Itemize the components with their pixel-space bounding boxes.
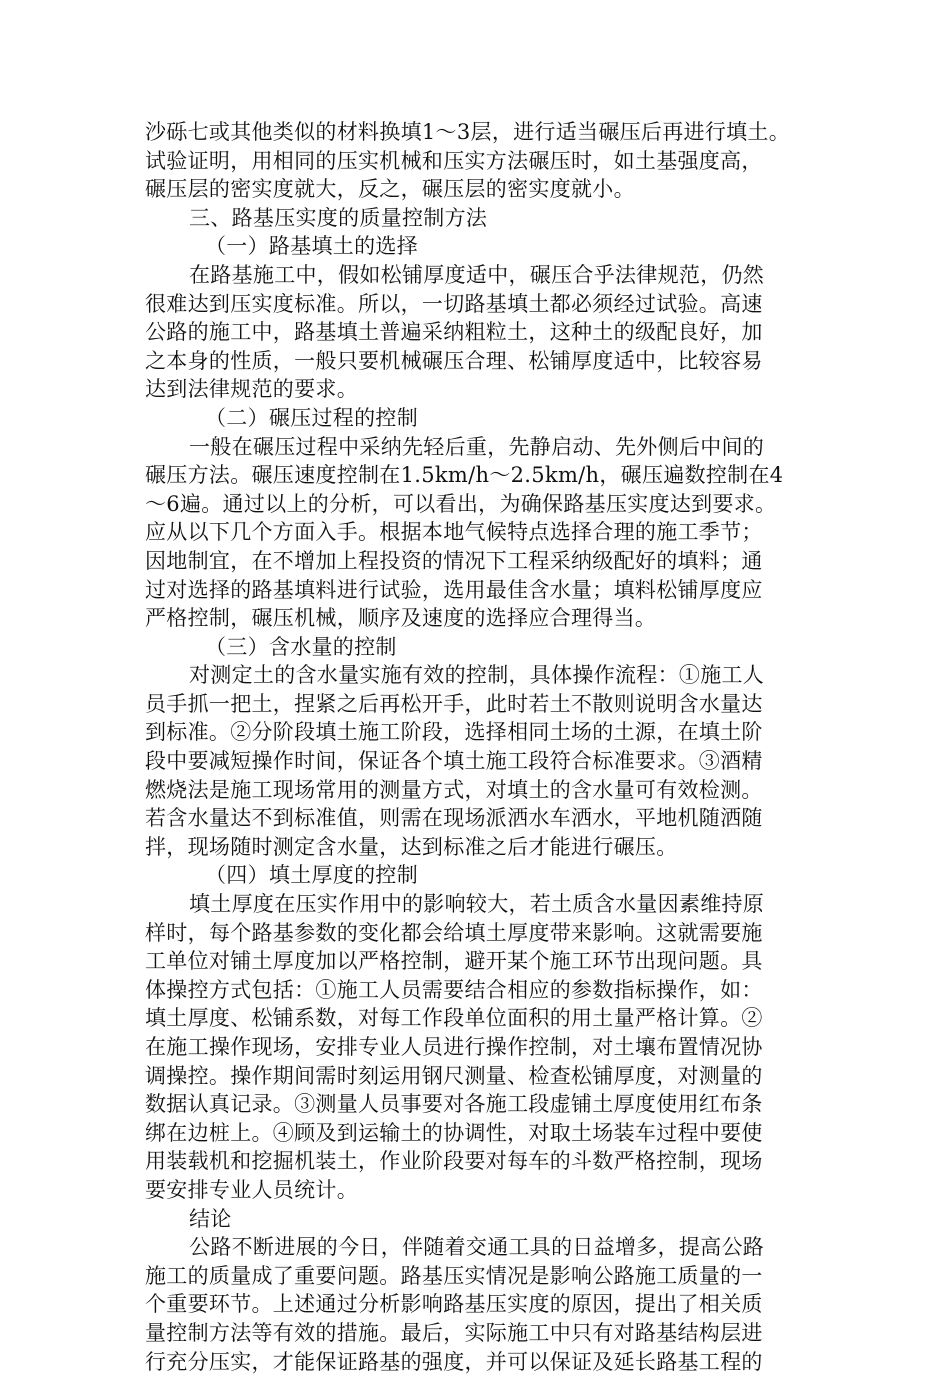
text-line: 在路基施工中，假如松铺厚度适中，碾压合乎法律规范，仍然	[189, 262, 765, 287]
text-line: 调操控。操作期间需时刻运用钢尺测量、检查松铺厚度，对测量的	[145, 1063, 763, 1088]
text-line: 数据认真记录。③测量人员事要对各施工段虚铺土厚度使用红布条	[145, 1092, 763, 1117]
text-line: 燃烧法是施工现场常用的测量方式，对填土的含水量可有效检测。	[145, 777, 763, 802]
text-line: 碾压方法。碾压速度控制在1.5km/h～2.5km/h，碾压遍数控制在4	[145, 463, 784, 488]
text-line: 试验证明，用相同的压实机械和压实方法碾压时，如土基强度高，	[145, 148, 763, 173]
text-line: 个重要环节。上述通过分析影响路基压实度的原因，提出了相关质	[145, 1292, 763, 1317]
text-line: 员手抓一把土，捏紧之后再松开手，此时若土不散则说明含水量达	[145, 691, 763, 716]
document-body	[145, 118, 807, 1376]
text-line: 工单位对铺土厚度加以严格控制，避开某个施工环节出现问题。具	[145, 949, 763, 974]
text-line: 应从以下几个方面入手。根据本地气候特点选择合理的施工季节；	[145, 520, 763, 545]
text-line: 填土厚度、松铺系数，对每工作段单位面积的用土量严格计算。②	[145, 1006, 763, 1031]
text-line: 到标准。②分阶段填土施工阶段，选择相同土场的土源，在填土阶	[145, 720, 763, 745]
text-line: 过对选择的路基填料进行试验，选用最佳含水量；填料松铺厚度应	[145, 577, 763, 602]
text-line: 样时，每个路基参数的变化都会给填土厚度带来影响。这就需要施	[145, 920, 763, 945]
text-line: 达到法律规范的要求。	[145, 377, 358, 402]
text-line: ～6遍。通过以上的分析，可以看出，为确保路基压实度达到要求。	[145, 491, 777, 516]
text-line: 填土厚度在压实作用中的影响较大，若土质含水量因素维持原	[189, 892, 765, 917]
text-line: 用装载机和挖掘机装土，作业阶段要对每车的斗数严格控制，现场	[145, 1149, 763, 1174]
text-line: 公路不断进展的今日，伴随着交通工具的日益增多，提高公路	[189, 1235, 765, 1260]
text-line: 要安排专业人员统计。	[145, 1177, 358, 1202]
text-line: 碾压层的密实度就大，反之，碾压层的密实度就小。	[145, 177, 635, 202]
text-line: 因地制宜，在不增加上程投资的情况下工程采纳级配好的填料；通	[145, 548, 763, 573]
text-line: 段中要减短操作时间，保证各个填土施工段符合标准要求。③酒精	[145, 749, 763, 774]
text-line: 若含水量达不到标准值，则需在现场派洒水车洒水，平地机随洒随	[145, 806, 763, 831]
text-line: 量控制方法等有效的措施。最后，实际施工中只有对路基结构层进	[145, 1320, 763, 1345]
subsection-heading: （四）填土厚度的控制	[205, 863, 418, 888]
subsection-heading: （一）路基填土的选择	[205, 234, 418, 259]
text-line: 公路的施工中，路基填土普遍采纳粗粒土，这种土的级配良好，加	[145, 320, 763, 345]
text-line: 拌，现场随时测定含水量，达到标准之后才能进行碾压。	[145, 834, 678, 859]
text-line: 行充分压实，才能保证路基的强度，并可以保证及延长路基工程的	[145, 1349, 763, 1374]
section-heading: 结论	[189, 1206, 232, 1231]
subsection-heading: （二）碾压过程的控制	[205, 405, 418, 430]
section-heading: 三、路基压实度的质量控制方法	[189, 205, 488, 230]
text-line: 体操控方式包括：①施工人员需要结合相应的参数指标操作，如：	[145, 977, 763, 1002]
text-line: 施工的质量成了重要问题。路基压实情况是影响公路施工质量的一	[145, 1263, 763, 1288]
text-line: 很难达到压实度标准。所以，一切路基填土都必须经过试验。高速	[145, 291, 763, 316]
text-line: 在施工操作现场，安排专业人员进行操作控制，对土壤布置情况协	[145, 1035, 763, 1059]
text-line: 绑在边桩上。④顾及到运输土的协调性，对取土场装车过程中要使	[145, 1120, 763, 1145]
subsection-heading: （三）含水量的控制	[205, 634, 397, 659]
text-line: 对测定土的含水量实施有效的控制，具体操作流程：①施工人	[189, 663, 765, 688]
text-line: 沙砾七或其他类似的材料换填1～3层，进行适当碾压后再进行填土。	[145, 120, 791, 144]
text-line: 之本身的性质，一般只要机械碾压合理、松铺厚度适中，比较容易	[145, 348, 763, 373]
text-line: 一般在碾压过程中采纳先轻后重，先静启动、先外侧后中间的	[189, 434, 765, 459]
text-line: 严格控制，碾压机械，顺序及速度的选择应合理得当。	[145, 606, 657, 631]
